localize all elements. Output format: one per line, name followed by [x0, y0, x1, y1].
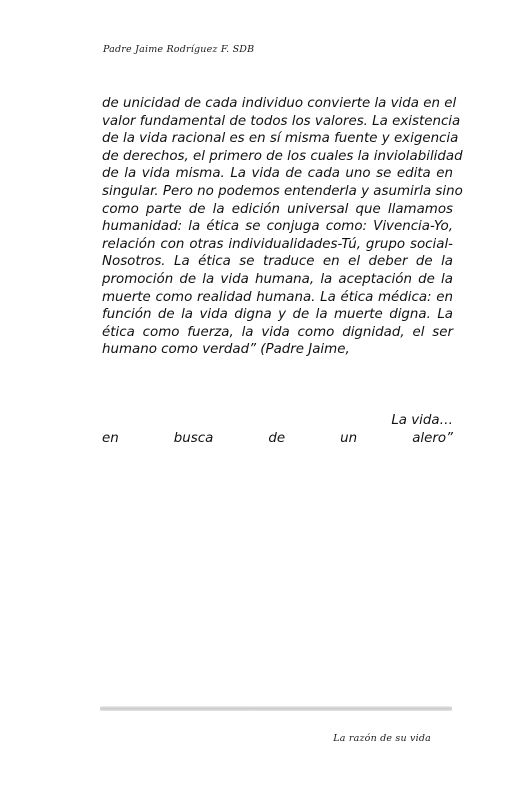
text-line: humano como verdad” (Padre Jaime,: [102, 342, 350, 358]
text-line: relación con otras individualidades-Tú, grupo social-: [102, 236, 453, 252]
text-line: promoción de la vida humana, la aceptación de la: [102, 271, 453, 287]
text-line: Nosotros. La ética se traduce en el deber de la: [102, 254, 453, 270]
body-paragraph: [102, 95, 463, 447]
page-footer: La razón de su vida: [333, 733, 431, 744]
footer-divider: [100, 706, 452, 711]
text-line: de la vida misma. La vida de cada uno se edita en: [102, 166, 453, 182]
text-line: singular. Pero no podemos entenderla y asumirla sino: [102, 183, 463, 199]
text-line: muerte como realidad humana. La ética médica: en: [102, 289, 453, 305]
text-line: de derechos, el primero de los cuales la inviolabilidad: [102, 148, 463, 164]
text-line: de unicidad de cada individuo convierte la vida en el: [102, 96, 457, 111]
book-title-line: en busca de un alero”: [102, 430, 453, 446]
text-line: valor fundamental de todos los valores. La existencia: [102, 113, 461, 129]
text-line: ética como fuerza, la vida como dignidad, el ser: [102, 324, 453, 340]
page-header: Padre Jaime Rodríguez F. SDB: [103, 44, 255, 55]
text-line: humanidad: la ética se conjuga como: Vivencia-Yo,: [102, 219, 453, 235]
text-line: como parte de la edición universal que llamamos: [102, 201, 453, 217]
spacer: [102, 359, 453, 412]
book-title-line: La vida…: [391, 412, 453, 428]
text-line: de la vida racional es en sí misma fuente y exigencia: [102, 131, 459, 147]
text-line: función de la vida digna y de la muerte digna. La: [102, 307, 453, 323]
